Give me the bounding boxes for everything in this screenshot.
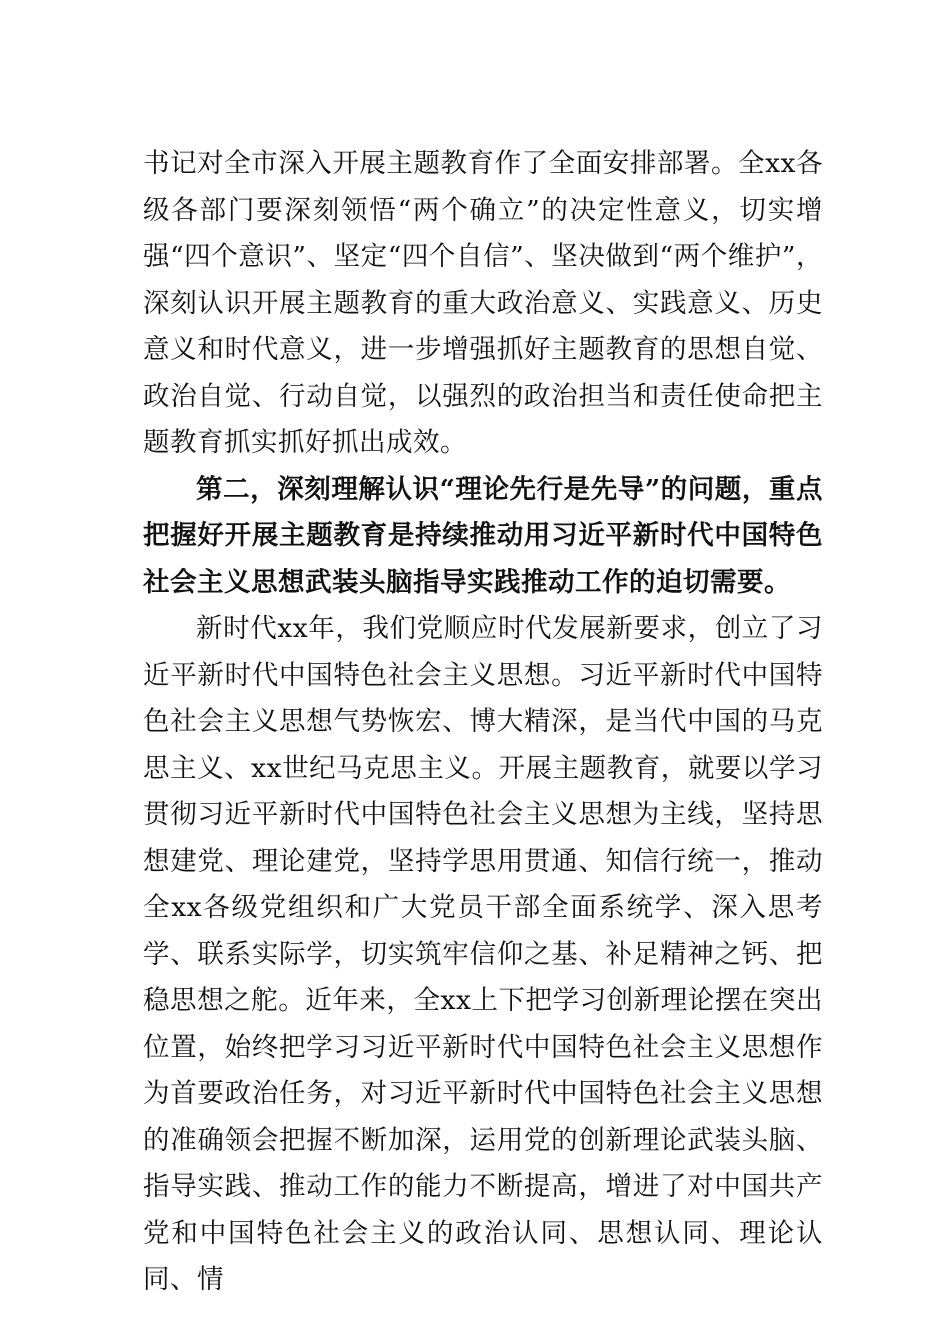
body-text xyxy=(143,141,823,1304)
body-paragraph: 新时代xx年，我们党顺应时代发展新要求，创立了习近平新时代中国特色社会主义思想。习近平新时代中国特色社会主义思想气势恢宏、博大精深，是当代中国的马克思主义、xx世纪马克思主义。开展主题教育，就要以学习贯彻习近平新时代中国特色社会主义思想为主线，坚持思想建党、理论建党，坚持学思用贯通、知信行统一，推动全xx各级党组织和广大党员干部全面系统学、深入思考学、联系实际学，切实筑牢信仰之基、补足精神之钙、把稳思想之舵。近年来，全xx上下把学习创新理论摆在突出位置，始终把学习习近平新时代中国特色社会主义思想作为首要政治任务，对习近平新时代中国特色社会主义思想的准确领会把握不断加深，运用党的创新理论武装头脑、指导实践、推动工作的能力不断提高，增进了对中国共产党和中国特色社会主义的政治认同、思想认同、理论认同、情 xyxy=(143,613,823,1295)
section-heading-paragraph: 第二，深刻理解认识“理论先行是先导”的问题，重点把握好开展主题教育是持续推动用习近平新时代中国特色社会主义思想武装头脑指导实践推动工作的迫切需要。 xyxy=(143,473,823,598)
paragraph-continuation: 书记对全市深入开展主题教育作了全面安排部署。全xx各级各部门要深刻领悟“两个确立”的决定性意义，切实增强“四个意识”、坚定“四个自信”、坚决做到“两个维护”，深刻认识开展主题教育的重大政治意义、实践意义、历史意义和时代意义，进一步增强抓好主题教育的思想自觉、政治自觉、行动自觉，以强烈的政治担当和责任使命把主题教育抓实抓好抓出成效。 xyxy=(143,148,823,458)
